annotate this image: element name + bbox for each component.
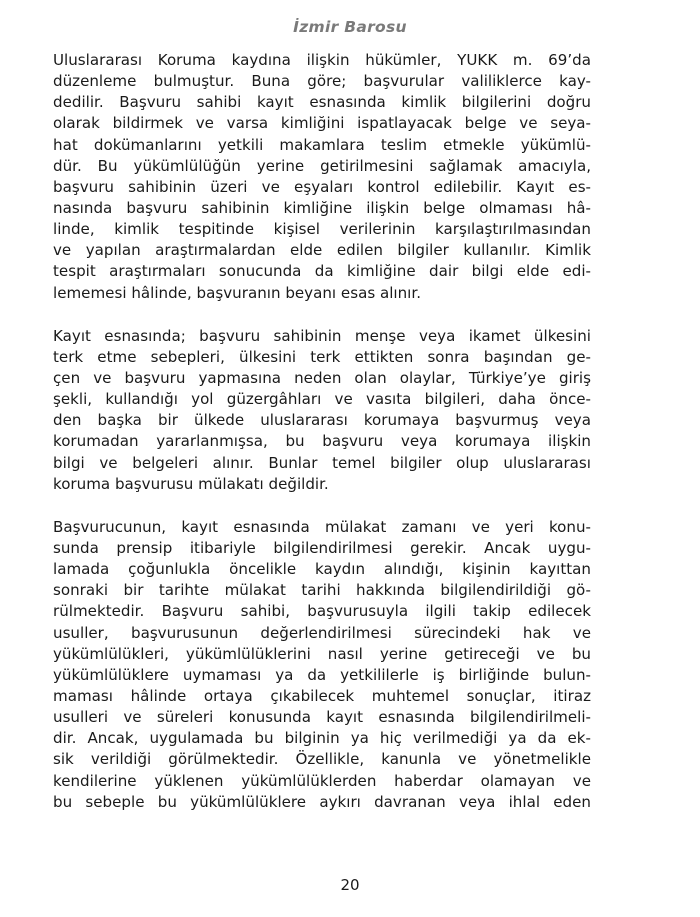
text-line: terk etme sebepleri, ülkesini terk ettikten sonra başından ge-: [53, 347, 591, 366]
text-line: kendilerine yüklenen yükümlülüklerden haberdar olamayan ve: [53, 771, 591, 790]
text-line: başvuru sahibinin üzeri ve eşyaları kontrol edilebilir. Kayıt es-: [53, 177, 591, 196]
text-line: bilgi ve belgeleri alınır. Bunlar temel bilgiler olup uluslararası: [53, 453, 591, 472]
text-line: den başka bir ülkede uluslararası korumaya başvurmuş veya: [53, 411, 591, 430]
text-line: nasında başvuru sahibinin kimliğine ilişkin belge olmaması hâ-: [53, 198, 591, 217]
page-number: 20: [340, 876, 360, 894]
text-line: Uluslararası Koruma kaydına ilişkin hükümler, YUKK m. 69’da: [53, 51, 591, 69]
text-line: şekli, kullandığı yol güzergâhları ve vasıta bilgileri, daha önce-: [53, 390, 591, 409]
text-line: sonraki bir tarihte mülakat tarihi hakkında bilgilendirildiği gö-: [53, 581, 591, 600]
text-line: lememesi hâlinde, başvuranın beyanı esas alınır.: [53, 283, 421, 302]
text-line: yükümlülükleri, yükümlülüklerini nasıl yerine getireceği ve bu: [53, 644, 591, 663]
text-line: rülmektedir. Başvuru sahibi, başvurusuyla ilgili takip edilecek: [53, 602, 591, 621]
text-line: korumadan yararlanmışsa, bu başvuru veya korumaya ilişkin: [53, 432, 591, 451]
text-line: lamada çoğunlukla öncelikle kaydın alındığı, kişinin kayıttan: [53, 560, 591, 579]
text-line: dir. Ancak, uygulamada bu bilginin ya hiç verilmediği ya da ek-: [53, 729, 591, 748]
text-line: linde, kimlik tespitinde kişisel verilerinin karşılaştırılmasından: [53, 220, 591, 239]
running-header: İzmir Barosu: [293, 18, 407, 36]
text-line: maması hâlinde ortaya çıkabilecek muhtemel sonuçlar, itiraz: [53, 686, 591, 705]
text-line: çen ve başvuru yapmasına neden olan olaylar, Türkiye’ye giriş: [53, 368, 591, 387]
text-line: yükümlülüklere uymaması ya da yetkililerle iş birliğinde bulun-: [53, 665, 591, 684]
body-text: [53, 50, 591, 813]
text-line: sik verildiği görülmektedir. Özellikle, kanunla ve yönetmelikle: [53, 750, 591, 769]
text-line: tespit araştırmaları sonucunda da kimliğine dair bilgi elde edi-: [53, 262, 591, 281]
text-line: usulleri ve süreleri konusunda kayıt esnasında bilgilendirilmeli-: [53, 708, 591, 727]
text-line: dür. Bu yükümlülüğün yerine getirilmesini sağlamak amacıyla,: [53, 156, 591, 175]
text-line: Başvurucunun, kayıt esnasında mülakat zamanı ve yeri konu-: [53, 517, 591, 536]
paragraph-3: [53, 517, 591, 813]
text-line: bu sebeple bu yükümlülüklere aykırı davranan veya ihlal eden: [53, 792, 591, 811]
text-line: hat dokümanlarını yetkili makamlara teslim etmekle yükümlü-: [53, 135, 591, 154]
paragraph-1: [53, 50, 591, 304]
text-line: olarak bildirmek ve varsa kimliğini ispatlayacak belge ve seya-: [53, 114, 591, 133]
text-line: ve yapılan araştırmalardan elde edilen bilgiler kullanılır. Kimlik: [53, 241, 591, 260]
text-line: dedilir. Başvuru sahibi kayıt esnasında kimlik bilgilerini doğru: [53, 93, 591, 112]
text-line: Kayıt esnasında; başvuru sahibinin menşe veya ikamet ülkesini: [53, 326, 591, 345]
text-line: sunda prensip itibariyle bilgilendirilmesi gerekir. Ancak uygu-: [53, 538, 591, 557]
text-line: usuller, başvurusunun değerlendirilmesi sürecindeki hak ve: [53, 623, 591, 642]
text-line: koruma başvurusu mülakatı değildir.: [53, 474, 329, 493]
paragraph-2: [53, 326, 591, 495]
text-line: düzenleme bulmuştur. Buna göre; başvurular valiliklerce kay-: [53, 72, 591, 91]
